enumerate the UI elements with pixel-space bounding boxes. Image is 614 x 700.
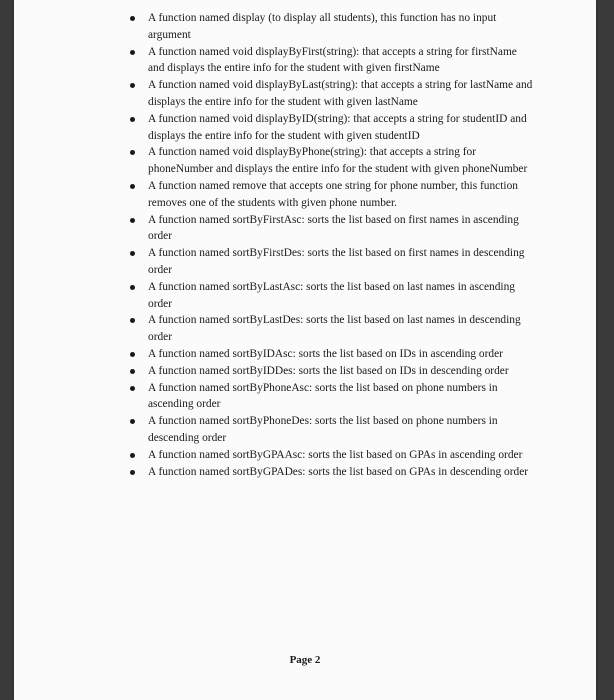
- bullet-text: A function named remove that accepts one string for phone number, this function removes one of the students with given phone number.: [148, 179, 518, 209]
- bullet-dot-icon: [130, 16, 135, 21]
- bullet-sort-gpa-asc: [126, 447, 536, 464]
- bullet-display-by-first: [126, 44, 536, 78]
- bullet-text: A function named sortByIDDes: sorts the list based on IDs in descending order: [148, 364, 509, 377]
- bullet-text: A function named sortByGPAAsc: sorts the list based on GPAs in ascending order: [148, 448, 523, 461]
- bullet-text: A function named void displayByID(string): that accepts a string for studentID and displays the entire info for the student with given studentID: [148, 112, 527, 142]
- bullet-sort-id-asc: [126, 346, 536, 363]
- bullet-dot-icon: [130, 150, 135, 155]
- bullet-dot-icon: [130, 285, 135, 290]
- bullet-text: A function named void displayByPhone(string): that accepts a string for phoneNumber and displays the entire info for the student with given phoneNumber: [148, 146, 528, 176]
- bullet-sort-phone-des: [126, 413, 536, 447]
- bullet-text: A function named void displayByFirst(string): that accepts a string for firstName and displays the entire info for the student with given firstName: [148, 45, 517, 75]
- bullet-remove: [126, 178, 536, 212]
- bullet-text: A function named sortByLastDes: sorts the list based on last names in descending order: [148, 314, 521, 344]
- bullet-dot-icon: [130, 50, 135, 55]
- bullet-sort-first-des: [126, 245, 536, 279]
- bullet-sort-phone-asc: [126, 380, 536, 414]
- bullet-sort-last-des: [126, 312, 536, 346]
- bullet-display-by-phone: [126, 144, 536, 178]
- bullet-sort-gpa-des: [126, 464, 536, 481]
- bullet-display-by-id: [126, 111, 536, 145]
- bullet-text: A function named sortByFirstDes: sorts the list based on first names in descending order: [148, 247, 525, 276]
- bullet-dot-icon: [130, 453, 135, 458]
- bullet-text: A function named sortByPhoneAsc: sorts the list based on phone numbers in ascending order: [148, 381, 498, 411]
- bullet-text: A function named sortByFirstAsc: sorts the list based on first names in ascending order: [148, 213, 519, 243]
- bullet-dot-icon: [130, 117, 135, 122]
- bullet-dot-icon: [130, 218, 135, 223]
- bullet-dot-icon: [130, 470, 135, 475]
- bullet-sort-first-asc: [126, 212, 536, 246]
- bullet-dot-icon: [130, 83, 135, 88]
- bullet-dot-icon: [130, 184, 135, 189]
- bullet-dot-icon: [130, 386, 135, 391]
- bullet-dot-icon: [130, 369, 135, 374]
- page-number: Page 2: [289, 654, 321, 666]
- bullet-text: A function named sortByPhoneDes: sorts the list based on phone numbers in descending order: [148, 415, 498, 444]
- bullet-text: A function named sortByIDAsc: sorts the list based on IDs in ascending order: [148, 347, 503, 360]
- function-bullet-list: [126, 10, 536, 480]
- bullet-sort-id-des: [126, 363, 536, 380]
- bullet-text: A function named sortByLastAsc: sorts the list based on last names in ascending order: [148, 280, 515, 310]
- bullet-dot-icon: [130, 318, 135, 323]
- bullet-sort-last-asc: [126, 279, 536, 313]
- bullet-display-by-last: [126, 77, 536, 111]
- bullet-dot-icon: [130, 251, 135, 256]
- document-page: [14, 0, 596, 700]
- bullet-text: A function named display (to display all students), this function has no input argument: [148, 12, 497, 41]
- bullet-dot-icon: [130, 419, 135, 424]
- bullet-display-all: [126, 10, 536, 44]
- bullet-text: A function named sortByGPADes: sorts the list based on GPAs in descending order: [148, 465, 529, 478]
- bullet-text: A function named void displayByLast(string): that accepts a string for lastName and displays the entire info for the student with given lastName: [148, 79, 533, 108]
- bullet-dot-icon: [130, 352, 135, 357]
